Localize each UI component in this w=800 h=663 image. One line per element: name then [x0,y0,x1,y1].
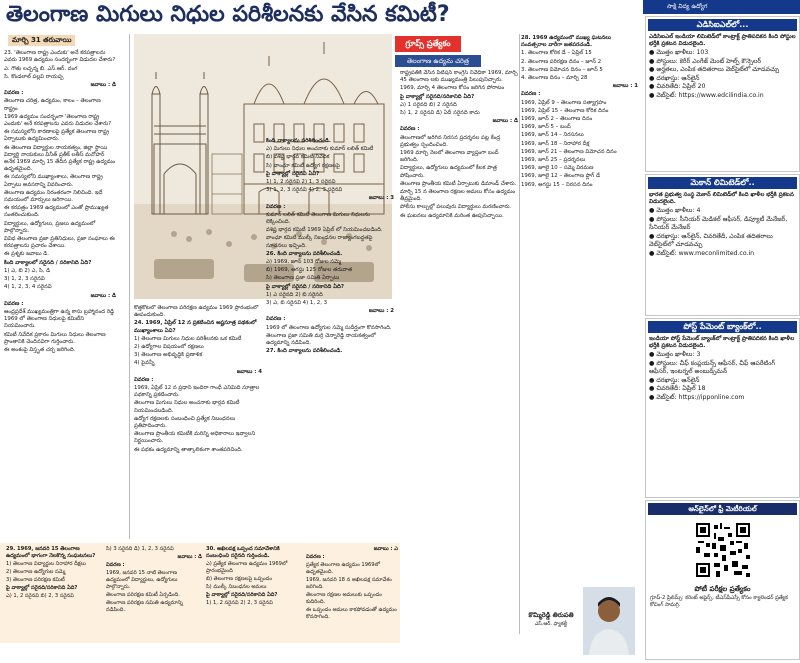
text-para: 1969, జూలై 10 – సమ్మె విరమణ [521,165,594,172]
text-para: జవాబు : 1 [612,83,638,90]
section-label: గ్రూప్స్ ప్రత్యేకం [395,36,461,52]
text-para: మార్చి 15 న తెలంగాణ రక్షణల అమలు కోసం ఉద్యమం తీవ్రమైంది. [400,189,516,203]
text-para: ఎ) 1969, జూన్ 103 రోజుల సమ్మె [266,259,342,266]
text-para: 28. 1969 ఉద్యమంలో ముఖ్య ఘటనలు సంవత్సరాల వారీగా జతపరచండి. [521,35,611,49]
text-para: ఈ ఒప్పందం అమలు కాకపోవడంతో ఉద్యమం కొనసాగింది. [306,607,397,620]
text-para: 2. తెలంగాణ పరిరక్షణ దినం – జూన్ 2 [521,58,602,65]
text-para: 1) తెలంగాణ విద్యార్థుల నిరాహార దీక్షలు [6,561,86,567]
text-para: 1969, జూలై 12 – తెలంగాణ ఫ్లాగ్ డే [521,173,601,180]
text-para: 3) తెలంగాణ పరిరక్షణ కమిటీ [6,577,65,583]
text-para: ఈ కరపత్రం 1969 ఉద్యమంలో ఎంతో ప్రాముఖ్యత సంతరించుకుంది. [4,205,109,219]
text-para: ఈ ఘటనలు ఉద్యమానికి మరింత ఊపునిచ్చాయి. [400,212,504,219]
bottom-column-3 [206,546,302,608]
text-para: 1969, మార్చి 4 తెలంగాణ కోసం జరిగిన పోరాటం [400,85,505,92]
text-para: జవాబు : 3 [368,195,394,202]
text-para: పై వాక్యాల్లో సరైనది/సరికానిది ఏది? [400,93,475,100]
text-para: 1) ఎ, బి 2) ఎ, సి, డి [4,267,51,274]
text-para: జవాబు : ఎ [373,546,398,552]
text-para: జవాబు : డి [177,554,202,560]
text-para: 1969, జనవరి 15 నాటి తెలంగాణ ఉద్యమంలో విద్యార్థులు, ఉద్యోగులు పాల్గొన్నారు. [106,570,178,590]
job-box-ippb [645,318,800,498]
sidebar-logo: సాక్షి విద్య ఉద్యోగ [643,0,800,14]
text-para: బి) తెలంగాణ రక్షణలపై ఒప్పందం [206,576,272,582]
text-para: ఈ అంశంపై విస్తృత చర్చ జరిగింది. [4,346,76,353]
bottom-column-1 [6,546,102,601]
job-detail: ● దరఖాస్తు: ఆన్‌లైన్ [649,376,700,384]
job-detail: ● దరఖాస్తు: ఆన్‌లైన్ [649,74,700,82]
bottom-column-2 [106,546,202,615]
job-detail: ● అర్హతలు, ఎంపిక తదితరాలు వెబ్‌సైట్‌లో చూడవచ్చు [649,66,780,73]
column-1 [4,35,116,540]
job-box-intro: భారత ప్రభుత్వ సంస్థ మెకాన్ లిమిటెడ్‌లో కింది ఖాళీల భర్తీకి ప్రకటన విడుదలైంది. [649,192,794,205]
text-para: 1969, ఏప్రిల్ 9 – తెలంగాణ సత్యాగ్రహం [521,99,607,106]
text-para: పోలీసు కాల్పుల్లో పలువురు విద్యార్థులు మరణించారు. [400,204,512,211]
job-detail: ● పోస్టులు: సీనియర్ మెడికల్ ఆఫీసర్, డిప్యూటీ మేనేజర్, సీనియర్ మేనేజర్ [649,215,788,231]
job-box-mecon [645,174,800,316]
text-para: 1969, ఏప్రిల్ 15 – తెలంగాణ కోరిక దినం [521,107,609,114]
continued-tag: మార్చి 31 తరువాయి [8,35,75,46]
column-divider [129,34,130,539]
job-detail: ● వెబ్‌సైట్: www.meconlimited.co.in [649,249,755,257]
job-box-intro: ఇండియా పోస్ట్ పేమెంట్ బ్యాంక్‌లో కాంట్రాక్ట్ ప్రాతిపదికన కింది ఖాళీల భర్తీకి ప్రకటన విడుదలైంది. [649,336,795,349]
text-para: బి) 1969, ఆగస్టు 125 రోజుల తరువాత [266,267,353,274]
text-para: తెలంగాణ ప్రజా సమితి మర్రి చెన్నారెడ్డి నాయకత్వంలో ఉద్యమాన్ని నడిపింది. [266,332,376,347]
text-para: 1969, ఆగస్టు 15 – నిరసన దినం [521,181,593,188]
text-para: పై వాక్యాల్లో సరైనది/సరికానిది ఏది? [206,592,278,598]
text-para: 4. తెలంగాణ దినం – మార్చి 28 [521,75,588,82]
text-para: బి) వశిష్ట భార్గవ కమిటీ నివేదిక [266,154,330,161]
text-para: వివరణ : [521,91,541,98]
text-para: వివరణ : [106,562,125,568]
text-para: 1969, జూన్ 5 – బంద్ [521,124,571,131]
text-para: 1) ఎ సరైనది 2) బి సరైనది [266,291,323,298]
main-article [0,30,640,663]
text-para: వాంఛూ కమిటీ ముల్కీ నిబంధనల రాజ్యాంగబద్ధతపై సూచనలు ఇచ్చింది. [266,235,373,249]
job-detail: ● పోస్టులు: కెరీర్ ఎంగేజ్ మెంట్ హెల్ప్ కౌన్సెలర్ [649,57,762,65]
text-para: తెలంగాణ చరిత్ర, ఉద్యమం, కాలం – తెలంగాణ రాష్ట్రం [4,98,101,112]
text-para: 3) 1, 2, 3 సరైనవి 4) 2, 3 సరైనవి [266,187,343,194]
job-box-edcil [645,16,800,172]
text-para: తెలంగాణ ప్రాంతీయ కమిటీకి మరిన్ని అధికారాలు ఇవ్వాలని నిర్ణయించారు. [134,431,256,445]
text-para: కొత్తకోటలో తెలంగాణ పరిరక్షణ ఉద్యమం 1969 ప్రారంభంలో ఊపందుకుంది. [134,305,259,319]
text-para: సి. కొండలాల్ పల్లవి రాయప్ప [4,73,64,80]
text-para: సి) 1, 2 సరైనవి డి) ఏదీ సరైనది కాదు [400,110,480,117]
text-para: 1) 1, 2 సరైనవి 2) 2, 3 సరైనవి [206,600,273,606]
text-para: ఎ) ప్రత్యేక తెలంగాణ ఉద్యమం 1969లో ప్రారంభమైంది [206,561,288,574]
text-para: ఈ సమస్యలోని కారణాలపై ప్రత్యేక తెలంగాణ రాష్ట్ర ఏర్పాటుకు ఉద్యమించారు. [4,129,109,143]
text-para: వివరణ : [134,376,154,383]
text-para: పై వాక్యాల్లో సరైనవి ఏవి? [266,170,320,177]
text-para: 1969 మార్చి నెలలో తెలంగాణ వ్యాప్తంగా బంద్ జరిగింది. [400,150,499,164]
text-para: 3. తెలంగాణ విమోచన దినం – జూన్ 5 [521,66,603,73]
job-box-intro: ఎడిసిఐఎల్ ఇండియా లిమిటెడ్‌లో కాంట్రాక్ట్ ప్రాతిపదికన కింది పోస్టుల భర్తీకి ప్రకటన విడుదలైంది. [649,34,796,47]
text-para: 23. 'తెలంగాణ రాష్ట్ర ఎందుకు' అనే కరపత్రాలను ఎవరు 1969 ఉద్యమం సందర్భంగా విడుదల చేశారు? [4,50,116,64]
text-para: 3) 1, 2, 3 సరైనవి [4,276,45,283]
text-para: కింది వాక్యాలలో సరైనది / సరికానిది ఏది? [4,259,92,266]
text-para: తెలంగాణ రక్షణల అమలుకు ఒప్పందం కుదిరింది. [306,592,382,605]
jobs-sidebar [643,0,800,663]
qr-code[interactable] [694,521,752,579]
text-para: తెలంగాణలో జరిగిన నిరసన ప్రదర్శనల పట్ల కేంద్ర ప్రభుత్వం స్పందించింది. [400,134,501,148]
text-para: ఉద్యోగ రక్షణలకు సంబంధించి ప్రత్యేక నిబంధనలు ప్రతిపాదించారు. [134,415,236,430]
text-para: జవాబు : డి [90,82,116,89]
text-para: వివరణ : [266,316,286,323]
text-para: 4) 1, 2, 3, 4 సరైనవి [4,284,52,291]
text-para: ప్రత్యేక తెలంగాణ ఉద్యమం 1969లో ఉధృతమైంది. [306,562,380,575]
text-para: వశిష్ట భార్గవ కమిటీ 1969 ఏప్రిల్ లో నియమించబడింది. [266,227,383,234]
text-para: కింది వాక్యాలను పరిశీలించండి. [266,138,331,144]
bottom-question-band [0,543,400,643]
text-para: సి) 3 సరైనది డి) 1, 2, 3 సరైనవి [106,546,174,552]
job-detail: ● వెబ్‌సైట్: https://ipponline.com [649,393,745,401]
text-para: 27. కింది వాక్యాలను పరిశీలించండి. [266,348,343,355]
qr-code-icon [694,521,752,579]
job-detail: ● పోస్టులు: చీఫ్ కంప్లయన్స్ ఆఫీసర్, చీఫ్ ఆపరేటింగ్ ఆఫీసర్, ఇంటర్నల్ అంబుడ్స్‌మన్ [649,359,775,375]
job-detail: ● మొత్తం ఖాళీలు: 4 [649,207,701,214]
text-para: 1969, జనవరి 18 న అఖిలపక్ష సమావేశం జరిగింది. [306,577,392,590]
job-detail: ● దరఖాస్తు: ఆన్‌లైన్, చివరితేదీ, ఎంపిక తదితరాలు వెబ్‌సైట్‌లో చూడవచ్చు [649,232,773,248]
text-para: 30. అఖిలపక్ష ఒప్పంద సమావేశానికి సంబంధించి సరైనది గుర్తించండి. [206,546,280,559]
text-para: 26. కింది వాక్యాలను పరిశీలించండి. [266,250,343,257]
text-para: ఈ తెలంగాణ విద్యార్థుల నాయకత్వం, జిల్లా స్థాయి విద్యార్థి నాయకులు వినీత్ ప్రతీక్ లతీస్ మనోహర్ అనేక 1969 మార్చి 15 తేదీన ప్రత్యేక రాష్ట్ర ఉద్యమం ఉధృతమైంది. [4,144,116,173]
text-para: తెలంగాణ పరిరక్షణ కమిటీ ఏర్పడింది. [106,592,180,598]
column-5 [521,35,638,583]
text-para: కమిటీ నివేదిక ప్రకారం మిగులు నిధులు తెలంగాణ ప్రాంతానికి చెందినవిగా గుర్తించారు. [4,331,106,345]
job-detail: ● వెబ్‌సైట్: https://www.edcilindia.co.in [649,91,764,99]
text-para: వివరణ : [4,300,24,307]
column-2 [134,305,262,555]
text-para: ఈ పథకం ఉద్యమాన్ని తాత్కాలికంగా శాంతపరిచింది. [134,446,243,453]
section-title: తెలంగాణ ఉద్యమ చరిత్ర [395,55,481,67]
text-para: 24. 1969, ఏప్రిల్ 12 న ప్రకటించిన అష్టసూత్ర పథకంలో ముఖ్యాంశాలు ఏవి? [134,320,257,334]
text-para: తెలంగాణ మిగులు నిధుల అంచనాకు భార్గవ కమిటీ నియమించబడింది. [134,400,240,414]
text-para: వివరణ : [266,203,286,210]
text-para: పై వాక్యాల్లో సరైనది / సరికానిది ఏది? [266,283,344,290]
text-para: తెలంగాణ ప్రాంతీయ కమిటీ ఏర్పాటుకు డిమాండ్ చేశారు. [400,180,517,187]
online-footer-title: పోటీ పరీక్షల ప్రత్యేకం [694,585,751,593]
text-para: వివిధ తెలంగాణ ప్రజా ప్రతినిధులు, ప్రజా సంఘాలు ఈ కరపత్రాలను ప్రచారం చేశాయి. [4,236,115,250]
text-para: 3) తెలంగాణ అభివృద్ధికి ప్రణాళిక [134,352,203,359]
job-box-heading: పోస్ట్ పేమెంట్ బ్యాంక్‌లో.. [648,321,797,333]
job-box-heading: ఎడిసిఐఎల్‌లో... [648,19,797,31]
text-para: సి) వాంఛూ కమిటీ ఉద్యోగ రక్షణలపై [266,162,340,169]
text-para: విద్యార్థులు, ఉద్యోగులు, ప్రజలు ఉద్యమంలో పాల్గొన్నారు. [4,220,96,234]
text-para: పై వాక్యాల్లో సరైనది/సరికానిది ఏది? [6,585,78,591]
text-para: జవాబు : డి [90,292,116,299]
text-para: తెలంగాణ పరిరక్షణ సమితి ఉద్యమాన్ని నడిపింది. [106,600,183,613]
text-para: రాష్ట్రపతికి వేసిన పిటిషన్ కాంగ్రెస్ నివేదికా 1969, మార్చి 45 తెలంగాణ లకు ముఖ్యమంత్రి పిలుపునిచ్చారు. [400,70,518,84]
avatar [583,587,635,655]
online-material-heading: ఆన్‌లైన్‌లో ఫ్రీ మెటీరియల్ [648,503,797,515]
job-box-heading: మెకాన్ లిమిటెడ్‌లో.. [648,177,797,189]
text-para: ఈ సమస్యలోని ముఖ్యాంశాలు, తెలంగాణ రాష్ట్ర ఏర్పాటు అవసరాన్ని వివరించారు. [4,174,103,188]
text-para: 1. తెలంగాణ కోరిక డే – ఏప్రిల్ 15 [521,50,592,57]
job-detail: ● మొత్తం ఖాళీలు: 3 [649,351,701,358]
text-para: జవాబు : డి [492,118,518,125]
text-para: 2) ఉద్యోగాల విషయంలో రక్షణలు [134,344,204,351]
text-para: 1) 1, 2 సరైనవి 2) 1, 3 సరైనవి [266,179,336,186]
author-role: ఎస్‌.ఆర్‌. ఫ్యాకల్టీ [534,621,568,627]
text-para: 1969, జూన్ 2 – తెలంగాణ దినం [521,116,593,123]
text-para: 2) తెలంగాణ ఉద్యోగుల సమ్మె [6,569,66,575]
text-para: విద్యార్థులు, ఉద్యోగులు ఉద్యమంలో కీలక పాత్ర పోషించారు. [400,165,497,179]
online-footer-note: గ్రూప్-2 ప్రిలిమ్స్: కరెంట్ అఫైర్స్, టీఎస్‌పీఎస్సీ కోసం క్యాలెండర్ ప్రత్యేక కోచింగ్ సామగ్రి. [650,595,788,608]
text-para: 1969, జూన్ 21 – తెలంగాణ విమోచన దినం [521,148,617,155]
text-para: 4) పైవన్నీ [134,360,155,367]
text-para: వివరణ : [400,126,420,133]
text-para: సి) తెలంగాణ ప్రజా సమితి ఏర్పాటు [266,275,340,282]
text-para: ఎ) 1 సరైనది బి) 2 సరైనది [400,101,457,108]
text-para: సి) ముల్కీ నిబంధనల అమలు [206,584,267,590]
text-para: 1969, జూన్ 18 – నిరాహార దీక్ష [521,140,590,147]
text-para: 1969, జూన్ 14 – నిరసనలు [521,132,584,139]
author-photo [583,587,635,655]
text-para: 1) తెలంగాణ మిగులు నిధుల పరిశీలనకు ఒక కమిటీ [134,335,242,342]
text-para: ఎ) మిగులు నిధుల అంచనాకు కుమార్ లలిత్ కమిటీ [266,146,374,153]
headline: తెలంగాణ మిగులు నిధుల పరిశీలనకు వేసిన కమిటీ? [6,2,450,27]
job-detail: ● చివరితేదీ: ఏప్రిల్ 18 [649,385,706,392]
text-para: 1969 ఉద్యమం సందర్భంగా 'తెలంగాణ రాష్ట్ర ఎందుకు' అనే కరపత్రాలను ఎవరు విడుదల చేశారు? [4,113,112,128]
column-divider [519,34,520,634]
text-para: ఎ) 1, 2 సరైనవి బి) 2, 3 సరైనవి [6,593,74,599]
text-para: వివరణ : [4,90,24,97]
text-para: వివరణ : [306,554,325,560]
author-name: కొమ్మిరెడ్డి తిరుపతి [528,611,574,619]
text-para: ఈ ప్రశ్నకు జవాబు డి. [4,251,49,258]
text-para: 3) ఎ, బి సరైనవి 4) 1, 2, 3 [266,300,328,307]
author-box [521,585,638,660]
online-material-box [645,500,800,660]
bottom-column-4 [306,546,398,622]
text-para: కుమార్ లలిత్ కమిటీ తెలంగాణ మిగులు నిధులను లెక్కించింది. [266,211,371,226]
text-para: 1969, ఏప్రిల్ 12 న ప్రధాని ఇందిరా గాంధీ ఎనిమిది సూత్రాల పథకాన్ని ప్రకటించారు. [134,385,260,399]
text-para: 1969 లో తెలంగాణ ఉద్యోగుల సమ్మె సుదీర్ఘంగా కొనసాగింది. [266,324,392,331]
text-para: తెలంగాణ ఉద్యమం నిరంతరంగా నిలిచింది. ఇదే సమయంలో మార్పులు జరిగాయి. [4,189,103,204]
text-para: 29. 1969, జనవరి 15 తెలంగాణ ఉద్యమంలో భాగంగా నెలకొన్న సంఘటనలు? [6,546,96,559]
job-detail: ● మొత్తం ఖాళీలు: 103 [649,49,709,56]
text-para: ఆంధ్రప్రదేశ్ ముఖ్యమంత్రిగా ఉన్న కాసు బ్రహ్మానంద రెడ్డి 1969 లో తెలంగాణ నిధులపై కమిటీని నియమించారు. [4,308,115,330]
text-para: జవాబు : 4 [236,368,262,375]
column-4 [400,70,518,655]
text-para: ఎ. గౌతు లచ్చన్న బి. ఎస్‌.ఆర్‌. దంగ [4,65,78,72]
text-para: జవాబు : 2 [368,308,394,315]
text-para: 1969, జూన్ 25 – ప్రదర్శనలు [521,157,586,164]
job-detail: ● చివరితేది: ఏప్రిల్ 20 [649,83,706,90]
